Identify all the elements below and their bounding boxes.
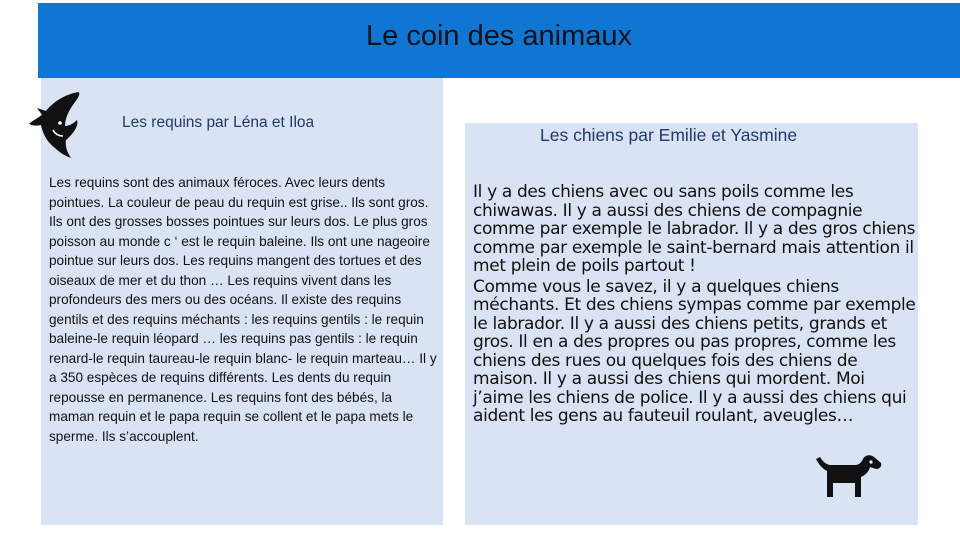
shark-section-title: Les requins par Léna et Iloa [122,114,315,131]
dog-icon [814,453,884,499]
dog-paragraph-2: Comme vous le savez, il y a quelques chiens méchants. Et des chiens sympas comme par exemple le labrador. Il y a aussi des chiens petits, grands et gros. Il en a des propres ou pas propres, comme les chiens des rues ou quelques fois des chiens de maison. Il y a aussi des chiens qui mordent. Moi j’aime les chiens de police. Il y a aussi des chiens qui aident les gens au fauteuil roulant, aveugles… [473,276,916,426]
dog-section-title: Les chiens par Emilie et Yasmine [540,125,798,145]
shark-section-text: Les requins sont des animaux féroces. Avec leurs dents pointues. La couleur de peau du requin est grise.. Ils sont gros. Ils ont des grosses bosses pointues sur leurs dos. Le plus gros poisson au monde c ‘ est le requin baleine. Ils ont une nageoire pointue sur leurs dos. Les requins mangent des tortues et des oiseaux de mer et du thon … Les requins vivent dans les profondeurs des mers ou des océans. Il existe des requins gentils et des requins méchants : les requins gentils : le requin baleine-le requin léopard … les requins pas gentils : le requin renard-le requin taureau-le requin blanc- le requin marteau… Il y a 350 espèces de requins différents. Les dents du requin repousse en permanence. Les requins font des bébés, la maman requin et le papa requin se collent et le papa mets le sperme. Ils s’accouplent. [49,175,437,444]
shark-icon [27,90,83,158]
dog-section-text [473,183,918,428]
page-title: Le coin des animaux [366,20,632,52]
dog-paragraph-1: Il y a des chiens avec ou sans poils comme les chiwawas. Il y a aussi des chiens de compagnie comme par exemple le labrador. Il y a des gros chiens comme par exemple le saint-bernard mais attention il met plein de poils partout ! [473,182,916,276]
